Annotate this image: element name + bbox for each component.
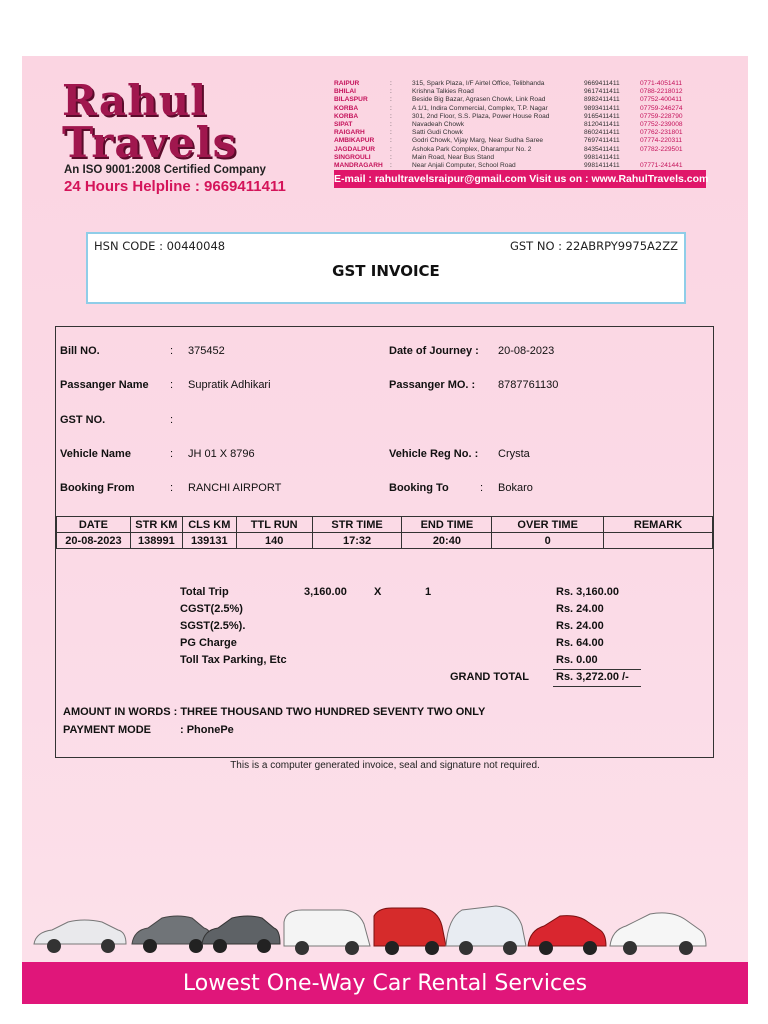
iso-certification: An ISO 9001:2008 Certified Company (64, 164, 266, 176)
invoice-header-box (86, 232, 686, 304)
hsn-code: HSN CODE : 00440048 (94, 239, 226, 253)
car-icon (610, 913, 706, 955)
gst-no-colon: : (170, 414, 174, 426)
footer-tagline: Lowest One-Way Car Rental Services (22, 962, 748, 1004)
car-icon (374, 908, 446, 955)
branch-landline: 07759-246274 (640, 104, 683, 112)
branch-address: Satti Gudi Chowk (412, 129, 463, 137)
branch-list (334, 80, 714, 170)
branch-address: A 1/1, Indira Commercial, Complex, T.P. Nagar (412, 104, 548, 112)
branch-row (334, 88, 714, 96)
trip-table (56, 516, 713, 549)
car-icon (202, 916, 280, 953)
amount-in-words: AMOUNT IN WORDS : THREE THOUSAND TWO HUNDRED SEVENTY TWO ONLY (63, 706, 486, 718)
branch-city: KORBA (334, 112, 359, 120)
toll-amount: Rs. 0.00 (556, 654, 598, 666)
pg-charge-label: PG Charge (180, 637, 237, 649)
sgst-amount: Rs. 24.00 (556, 620, 604, 632)
branch-landline: 07752-400411 (640, 96, 683, 104)
column-header: STR KM (130, 517, 182, 533)
bill-no-label: Bill NO. (60, 345, 100, 357)
branch-address: Near Anjali Computer, School Road (412, 162, 516, 170)
branch-landline: 07759-228790 (640, 112, 683, 120)
booking-from-colon: : (170, 482, 174, 494)
branch-city: SINGROULI (334, 153, 371, 161)
branch-city: KORBA (334, 104, 359, 112)
branch-phone: 8602411411 (584, 129, 620, 137)
branch-address: Ashoka Park Complex, Dharampur No. 2 (412, 145, 532, 153)
cgst-amount: Rs. 24.00 (556, 603, 604, 615)
vehicle-name-label: Vehicle Name (60, 448, 131, 460)
booking-to-value: Bokaro (498, 482, 533, 494)
bill-no-colon: : (170, 345, 174, 357)
branch-row (334, 129, 714, 137)
table-cell: 140 (236, 533, 312, 549)
branch-row (334, 113, 714, 121)
branch-phone: 8120411411 (584, 121, 620, 129)
branch-landline: 07771-241441 (640, 162, 683, 170)
grand-total-amount: Rs. 3,272.00 /- (556, 671, 629, 683)
grand-total-bottom-rule (553, 686, 641, 687)
helpline: 24 Hours Helpline : 9669411411 (64, 178, 286, 195)
invoice-details-box (55, 326, 714, 758)
branch-landline: 07762-231801 (640, 129, 683, 137)
passenger-name-value: Supratik Adhikari (188, 379, 271, 391)
column-header: TTL RUN (236, 517, 312, 533)
table-cell: 20:40 (402, 533, 492, 549)
column-header: OVER TIME (492, 517, 604, 533)
table-cell: 139131 (182, 533, 236, 549)
total-trip-label: Total Trip (180, 586, 229, 598)
car-icon (34, 920, 126, 953)
branch-row (334, 96, 714, 104)
column-header: END TIME (402, 517, 492, 533)
column-header: REMARK (604, 517, 713, 533)
branch-phone: 8435411411 (584, 145, 620, 153)
branch-landline: 0788-2218012 (640, 88, 683, 96)
branch-landline: 07782-229501 (640, 145, 683, 153)
table-cell: 0 (492, 533, 604, 549)
gst-no-label: GST NO. (60, 414, 106, 426)
bill-no-value: 375452 (188, 345, 225, 357)
vehicle-name-colon: : (170, 448, 174, 460)
branch-colon: : (390, 96, 392, 104)
branch-colon: : (390, 162, 392, 170)
branch-landline (640, 154, 700, 162)
branch-colon: : (390, 145, 392, 153)
branch-row (334, 80, 714, 88)
toll-label: Toll Tax Parking, Etc (180, 654, 287, 666)
branch-city: BILASPUR (334, 96, 368, 104)
column-header: DATE (57, 517, 131, 533)
table-cell: 17:32 (312, 533, 402, 549)
car-icon (132, 916, 212, 953)
journey-date-label: Date of Journey : (389, 345, 479, 357)
branch-row (334, 121, 714, 129)
column-header: CLS KM (182, 517, 236, 533)
table-cell: 20-08-2023 (57, 533, 131, 549)
branch-address: 301, 2nd Floor, S.S. Plaza, Power House Road (412, 112, 550, 120)
branch-row (334, 137, 714, 145)
branch-city: BHILAI (334, 88, 356, 96)
table-row (57, 533, 713, 549)
grand-total-top-rule (553, 669, 641, 670)
computer-generated-note: This is a computer generated invoice, seal and signature not required. (230, 760, 540, 771)
branch-landline: 07752-239008 (640, 121, 683, 129)
branch-address: Main Road, Near Bus Stand (412, 153, 495, 161)
passenger-mobile-value: 8787761130 (498, 379, 559, 391)
branch-landline: 07774-220311 (640, 137, 683, 145)
contact-bar: E-mail : rahultravelsraipur@gmail.com Visit us on : www.RahulTravels.com (334, 170, 706, 188)
car-icon (528, 916, 606, 955)
branch-row (334, 105, 714, 113)
passenger-mobile-label: Passanger MO. : (389, 379, 476, 391)
journey-date-value: 20-08-2023 (498, 345, 555, 357)
branch-colon: : (390, 80, 392, 87)
grand-total-label: GRAND TOTAL (450, 671, 530, 683)
branch-city: MANDRAGARH (334, 162, 383, 170)
trip-table-header (57, 517, 713, 533)
branch-city: AMBIKAPUR (334, 137, 375, 145)
branch-colon: : (390, 104, 392, 112)
car-icon (284, 910, 370, 955)
branch-phone: 9981411411 (584, 153, 620, 161)
company-logo (62, 76, 238, 167)
branch-row (334, 162, 714, 170)
branch-colon: : (390, 129, 392, 137)
invoice-sheet (22, 56, 748, 1004)
booking-to-label: Booking To (389, 482, 449, 494)
total-trip-amount: Rs. 3,160.00 (556, 586, 619, 598)
table-cell: 138991 (130, 533, 182, 549)
branch-city: SIPAT (334, 121, 353, 129)
sgst-label: SGST(2.5%). (180, 620, 246, 632)
branch-address: Beside Big Bazar, Agrasen Chowk, Link Road (412, 96, 546, 104)
branch-colon: : (390, 88, 392, 96)
logo-line1: Rahul (62, 76, 208, 125)
vehicle-reg-value: Crysta (498, 448, 530, 460)
branch-city: RAIPUR (334, 80, 360, 87)
branch-address: Krishna Talkies Road (412, 88, 474, 96)
invoice-title: GST INVOICE (332, 262, 440, 280)
booking-to-colon: : (480, 482, 484, 494)
logo-line2: Travels (62, 118, 238, 167)
company-gst-number: GST NO : 22ABRPY9975A2ZZ (509, 239, 678, 253)
booking-from-value: RANCHI AIRPORT (188, 482, 282, 494)
payment-mode-label: PAYMENT MODE (63, 724, 152, 736)
branch-address: Navadeah Chowk (412, 121, 465, 129)
passenger-name-label: Passanger Name (60, 379, 149, 391)
booking-from-label: Booking From (60, 482, 135, 494)
branch-colon: : (390, 112, 392, 120)
multiply-sign: X (374, 586, 382, 598)
branch-phone: 9893411411 (584, 104, 620, 112)
passenger-name-colon: : (170, 379, 174, 391)
pg-charge-amount: Rs. 64.00 (556, 637, 604, 649)
column-header: STR TIME (312, 517, 402, 533)
trip-quantity: 1 (425, 586, 432, 598)
branch-phone: 9669411411 (584, 80, 620, 87)
branch-city: RAIGARH (334, 129, 365, 137)
vehicle-name-value: JH 01 X 8796 (188, 448, 255, 460)
branch-phone: 9165411411 (584, 112, 620, 120)
branch-row (334, 146, 714, 154)
branch-landline: 0771-4051411 (640, 80, 683, 87)
branch-phone: 9981411411 (584, 162, 620, 170)
branch-colon: : (390, 121, 392, 129)
trip-rate: 3,160.00 (304, 586, 347, 598)
branch-row (334, 154, 714, 162)
branch-colon: : (390, 137, 392, 145)
table-cell (604, 533, 713, 549)
branch-phone: 7697411411 (584, 137, 620, 145)
car-lineup-image (22, 896, 748, 962)
branch-address: Godri Chowk, Vijay Marg, Near Sudha Saree (412, 137, 544, 145)
branch-colon: : (390, 153, 392, 161)
car-icon (446, 906, 526, 955)
cgst-label: CGST(2.5%) (180, 603, 243, 615)
branch-phone: 8982411411 (584, 96, 620, 104)
branch-phone: 9617411411 (584, 88, 620, 96)
vehicle-reg-label: Vehicle Reg No. : (389, 448, 479, 460)
branch-address: 315, Spark Plaza, I/F Airtel Office, Telibhanda (412, 80, 545, 87)
payment-mode-value: : PhonePe (180, 724, 234, 736)
branch-city: JAGDALPUR (334, 145, 376, 153)
